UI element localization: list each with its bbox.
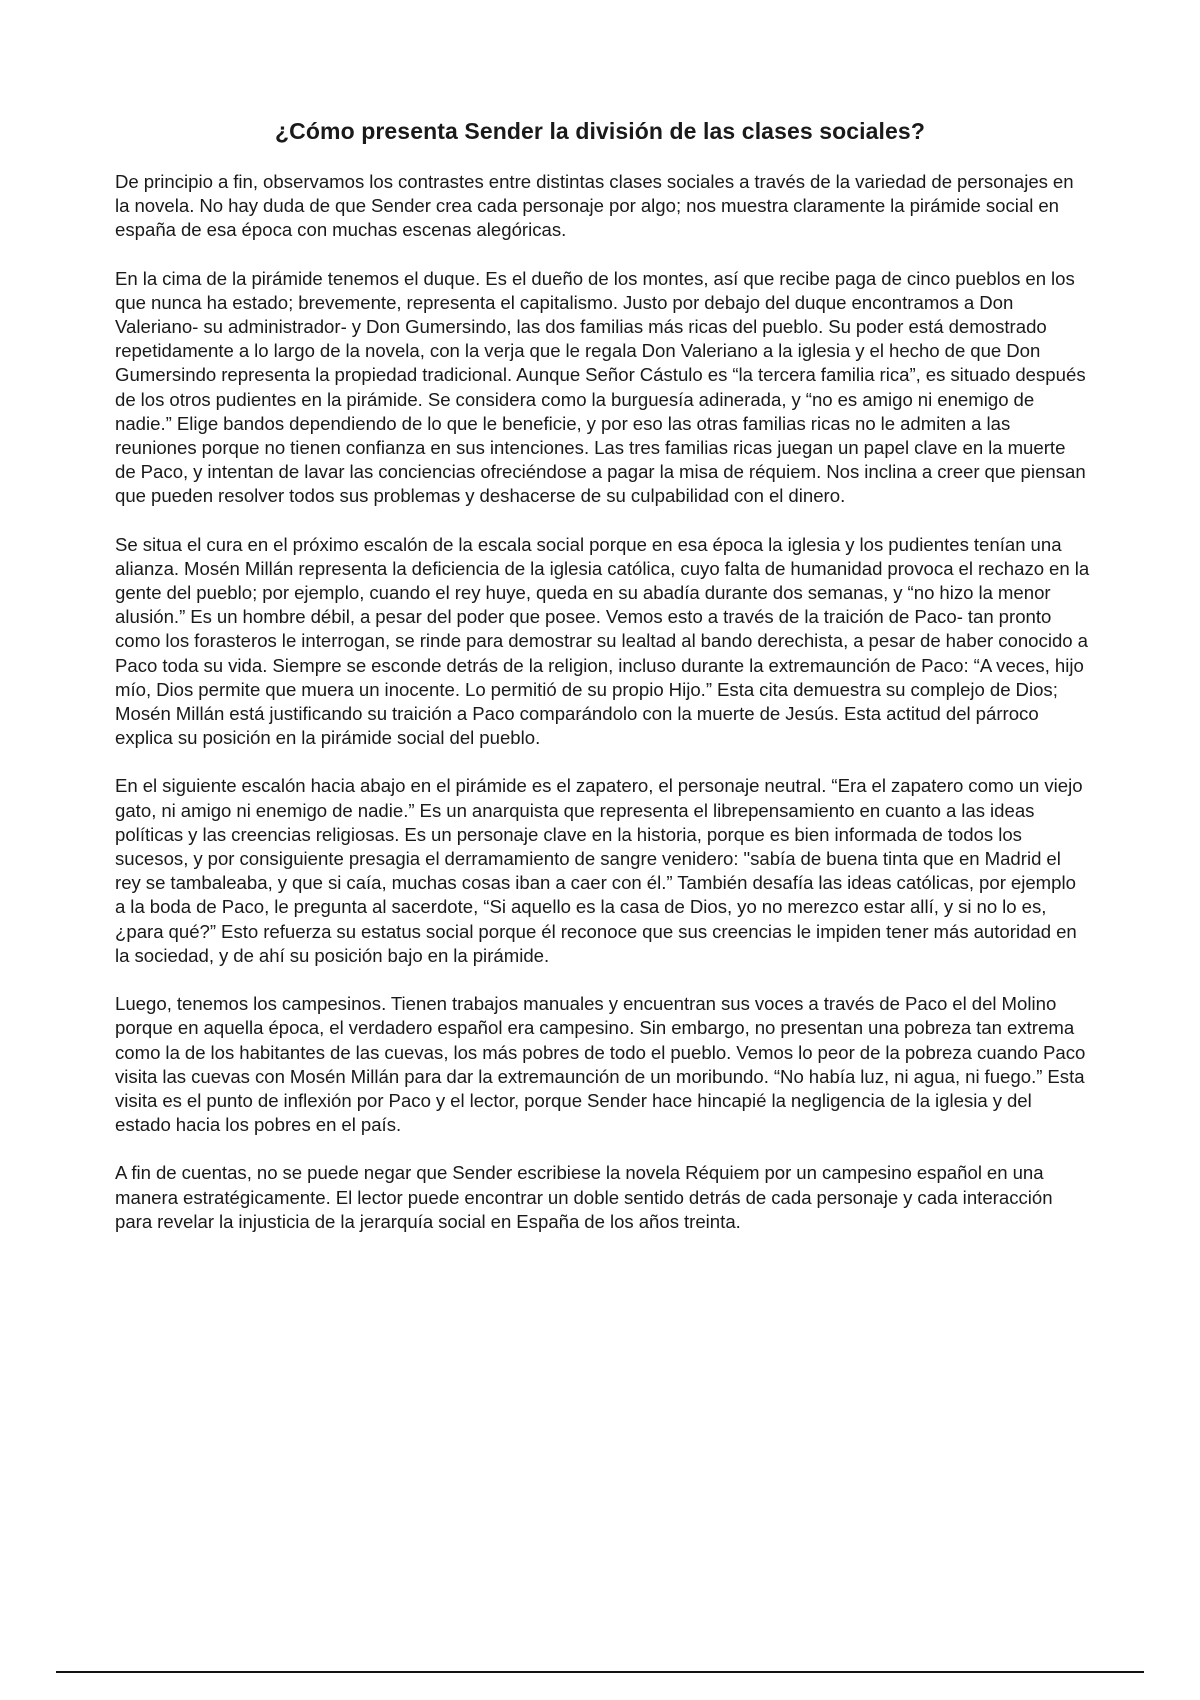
paragraph-campesinos: Luego, tenemos los campesinos. Tienen trabajos manuales y encuentran sus voces a través de Paco el del Molino porque en aquella época, el verdadero español era campesino. Sin embargo, no presentan una pobreza tan extrema como la de los habitantes de las cuevas, los más pobres de todo el pueblo. Vemos lo peor de la pobreza cuando Paco visita las cuevas con Mosén Millán para dar la extremaunción de un moribundo. “No había luz, ni agua, ni fuego.” Esta visita es el punto de inflexión por Paco y el lector, porque Sender hace hincapié la negligencia de la iglesia y del estado hacia los pobres en el país.: [115, 993, 1086, 1136]
paragraph-conclusion: A fin de cuentas, no se puede negar que Sender escribiese la novela Réquiem por un campesino español en una manera estratégicamente. El lector puede encontrar un doble sentido detrás de cada personaje y cada interacción para revelar la injusticia de la jerarquía social en España de los años treinta.: [115, 1162, 1053, 1232]
essay-body: [115, 170, 1090, 1258]
footer-divider: [56, 1671, 1144, 1673]
paragraph-intro: De principio a fin, observamos los contrastes entre distintas clases sociales a través de la variedad de personajes en la novela. No hay duda de que Sender crea cada personaje por algo; nos muestra claramente la pirámide social en españa de esa época con muchas escenas alegóricas.: [115, 171, 1074, 241]
paragraph-cura: Se situa el cura en el próximo escalón de la escala social porque en esa época la iglesia y los pudientes tenían una alianza. Mosén Millán representa la deficiencia de la iglesia católica, cuyo falta de humanidad provoca el rechazo en la gente del pueblo; por ejemplo, cuando el rey huye, queda en su abadía durante dos semanas, y “no hizo la menor alusión.” Es un hombre débil, a pesar del poder que posee. Vemos esto a través de la traición de Paco- tan pronto como los forasteros le interrogan, se rinde para demostrar su lealtad al bando derechista, a pesar de haber conocido a Paco toda su vida. Siempre se esconde detrás de la religion, incluso durante la extremaunción de Paco: “A veces, hijo mío, Dios permite que muera un inocente. Lo permitió de su propio Hijo.” Esta cita demuestra su complejo de Dios; Mosén Millán está justificando su traición a Paco comparándolo con la muerte de Jesús. Esta actitud del párroco explica su posición en la pirámide social del pueblo.: [115, 533, 1090, 749]
page-title: ¿Cómo presenta Sender la división de las clases sociales?: [275, 118, 925, 144]
paragraph-duque-ricos: En la cima de la pirámide tenemos el duque. Es el dueño de los montes, así que recibe paga de cinco pueblos en los que nunca ha estado; brevemente, representa el capitalismo. Justo por debajo del duque encontramos a Don Valeriano- su administrador- y Don Gumersindo, las dos familias más ricas del pueblo. Su poder está demostrado repetidamente a lo largo de la novela, con la verja que le regala Don Valeriano a la iglesia y el hecho de que Don Gumersindo representa la propiedad tradicional. Aunque Señor Cástulo es “la tercera familia rica”, es situado después de los otros pudientes en la pirámide. Se considera como la burguesía adinerada, y “no es amigo ni enemigo de nadie.” Elige bandos dependiendo de lo que le beneficie, y por eso las otras familias ricas no le admiten a las reuniones porque no tienen confianza en sus intenciones. Las tres familias ricas juegan un papel clave en la muerte de Paco, y intentan de lavar las conciencias ofreciéndose a pagar la misa de réquiem. Nos inclina a creer que piensan que pueden resolver todos sus problemas y deshacerse de su culpabilidad con el dinero.: [115, 267, 1086, 507]
paragraph-zapatero: En el siguiente escalón hacia abajo en el pirámide es el zapatero, el personaje neutral. “Era el zapatero como un viejo gato, ni amigo ni enemigo de nadie.” Es un anarquista que representa el librepensamiento en cuanto a las ideas políticas y las creencias religiosas. Es un personaje clave en la historia, porque es bien informada de todos los sucesos, y por consiguiente presagia el derramamiento de sangre venidero: "sabía de buena tinta que en Madrid el rey se tambaleaba, y que si caía, muchas cosas iban a caer con él.” También desafía las ideas católicas, por ejemplo a la boda de Paco, le pregunta al sacerdote, “Si aquello es la casa de Dios, yo no merezco estar allí, y si no lo es, ¿para qué?” Esto refuerza su estatus social porque él reconoce que sus creencias le impiden tener más autoridad en la sociedad, y de ahí su posición bajo en la pirámide.: [115, 775, 1083, 966]
